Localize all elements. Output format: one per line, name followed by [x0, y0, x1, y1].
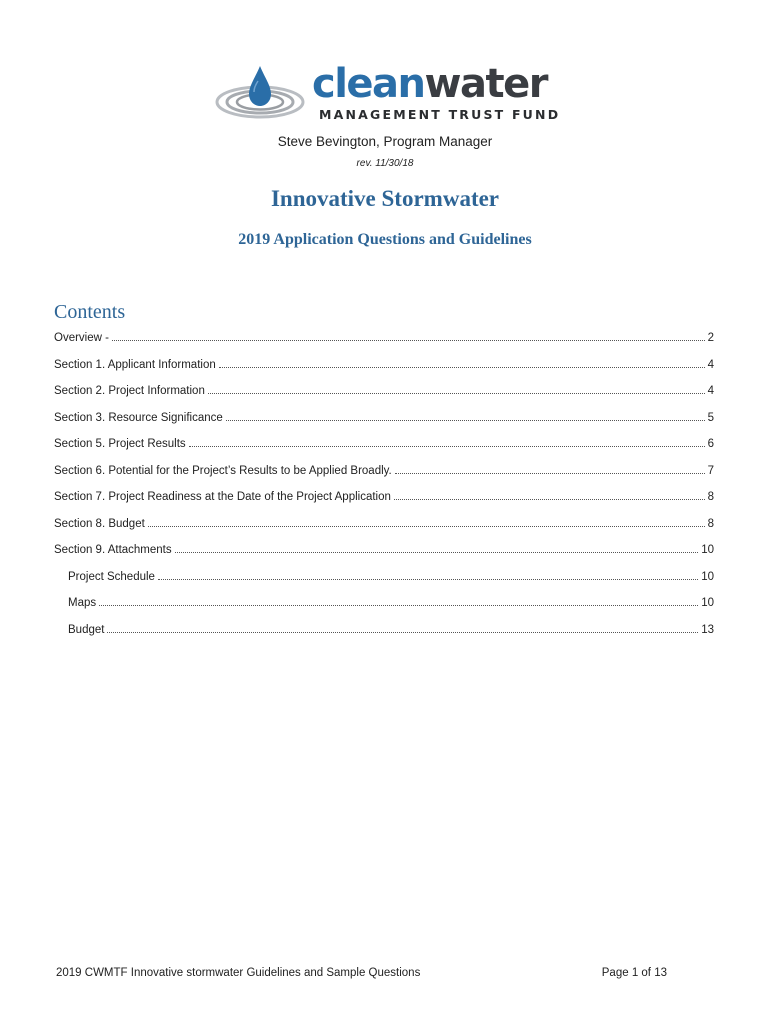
toc-entry-maps[interactable]: [68, 591, 714, 609]
toc-entry-page: 10: [701, 570, 714, 583]
toc-entry-overview[interactable]: [54, 326, 714, 344]
footer-document-name: 2019 CWMTF Innovative stormwater Guidelines and Sample Questions: [56, 967, 421, 979]
toc-entry-title: Section 2. Project Information: [54, 385, 205, 397]
toc-entry-section-8[interactable]: [54, 512, 714, 530]
toc-entry-page: 6: [707, 438, 714, 450]
toc-entry-title: Section 9. Attachments: [54, 544, 172, 556]
toc-dot-leader: [208, 393, 705, 394]
toc-entry-page: 13: [701, 623, 714, 636]
toc-entry-section-9[interactable]: [54, 538, 714, 556]
document-subtitle: 2019 Application Questions and Guidelines: [238, 231, 532, 248]
toc-dot-leader: [158, 579, 698, 580]
logo-tagline: MANAGEMENT TRUST FUND: [319, 107, 561, 122]
toc-entry-page: 8: [707, 491, 714, 503]
toc-entry-title: Section 8. Budget: [54, 517, 145, 530]
toc-entry-section-3[interactable]: [54, 406, 714, 424]
toc-entry-section-1[interactable]: [54, 353, 714, 371]
program-manager: Steve Bevington, Program Manager: [277, 134, 493, 149]
toc-entry-title: Section 7. Project Readiness at the Date of the Project Application: [54, 491, 391, 503]
clean-water-logo: [215, 61, 561, 126]
toc-entry-title: Project Schedule: [68, 570, 155, 583]
toc-entry-section-5[interactable]: [54, 432, 714, 450]
toc-entry-title: Overview -: [54, 332, 109, 344]
document-title: Innovative Stormwater: [270, 186, 500, 211]
toc-entry-title: Section 3. Resource Significance: [54, 411, 223, 424]
logo-word-clean: clean: [312, 61, 425, 107]
toc-dot-leader: [148, 526, 705, 527]
water-drop-ripple-icon: [215, 62, 305, 126]
toc-entry-page: 4: [707, 358, 714, 371]
toc-entry-page: 10: [701, 544, 714, 556]
toc-entry-section-7[interactable]: [54, 485, 714, 503]
toc-entry-page: 2: [707, 332, 714, 344]
toc-entry-project-schedule[interactable]: [68, 565, 714, 583]
toc-dot-leader: [99, 605, 698, 606]
toc-entry-section-6[interactable]: [54, 459, 714, 477]
toc-entry-budget[interactable]: [68, 618, 714, 636]
toc-entry-page: 10: [701, 597, 714, 609]
toc-dot-leader: [219, 367, 705, 368]
toc-entry-page: 4: [707, 385, 714, 397]
toc-dot-leader: [189, 446, 705, 447]
toc-dot-leader: [226, 420, 705, 421]
revision-date: rev. 11/30/18: [356, 158, 414, 169]
toc-entry-title: Budget: [68, 623, 105, 636]
toc-dot-leader: [107, 632, 698, 633]
toc-entry-title: Maps: [68, 597, 97, 609]
toc-entry-title: Section 6. Potential for the Project’s Results to be Applied Broadly.: [54, 464, 392, 477]
toc-entry-title: Section 1. Applicant Information: [54, 358, 216, 371]
footer-page-number: Page 1 of 13: [601, 967, 667, 979]
logo-wordmark: [312, 60, 547, 108]
toc-dot-leader: [112, 340, 705, 341]
contents-heading: Contents: [54, 301, 126, 323]
logo-word-water: water: [424, 61, 547, 107]
toc-entry-section-2[interactable]: [54, 379, 714, 397]
toc-entry-page: 7: [707, 464, 714, 477]
toc-entry-page: 8: [707, 517, 714, 530]
toc-dot-leader: [175, 552, 699, 553]
toc-entry-title: Section 5. Project Results: [54, 438, 186, 450]
toc-entry-page: 5: [707, 411, 714, 424]
toc-dot-leader: [395, 473, 705, 474]
toc-dot-leader: [394, 499, 705, 500]
